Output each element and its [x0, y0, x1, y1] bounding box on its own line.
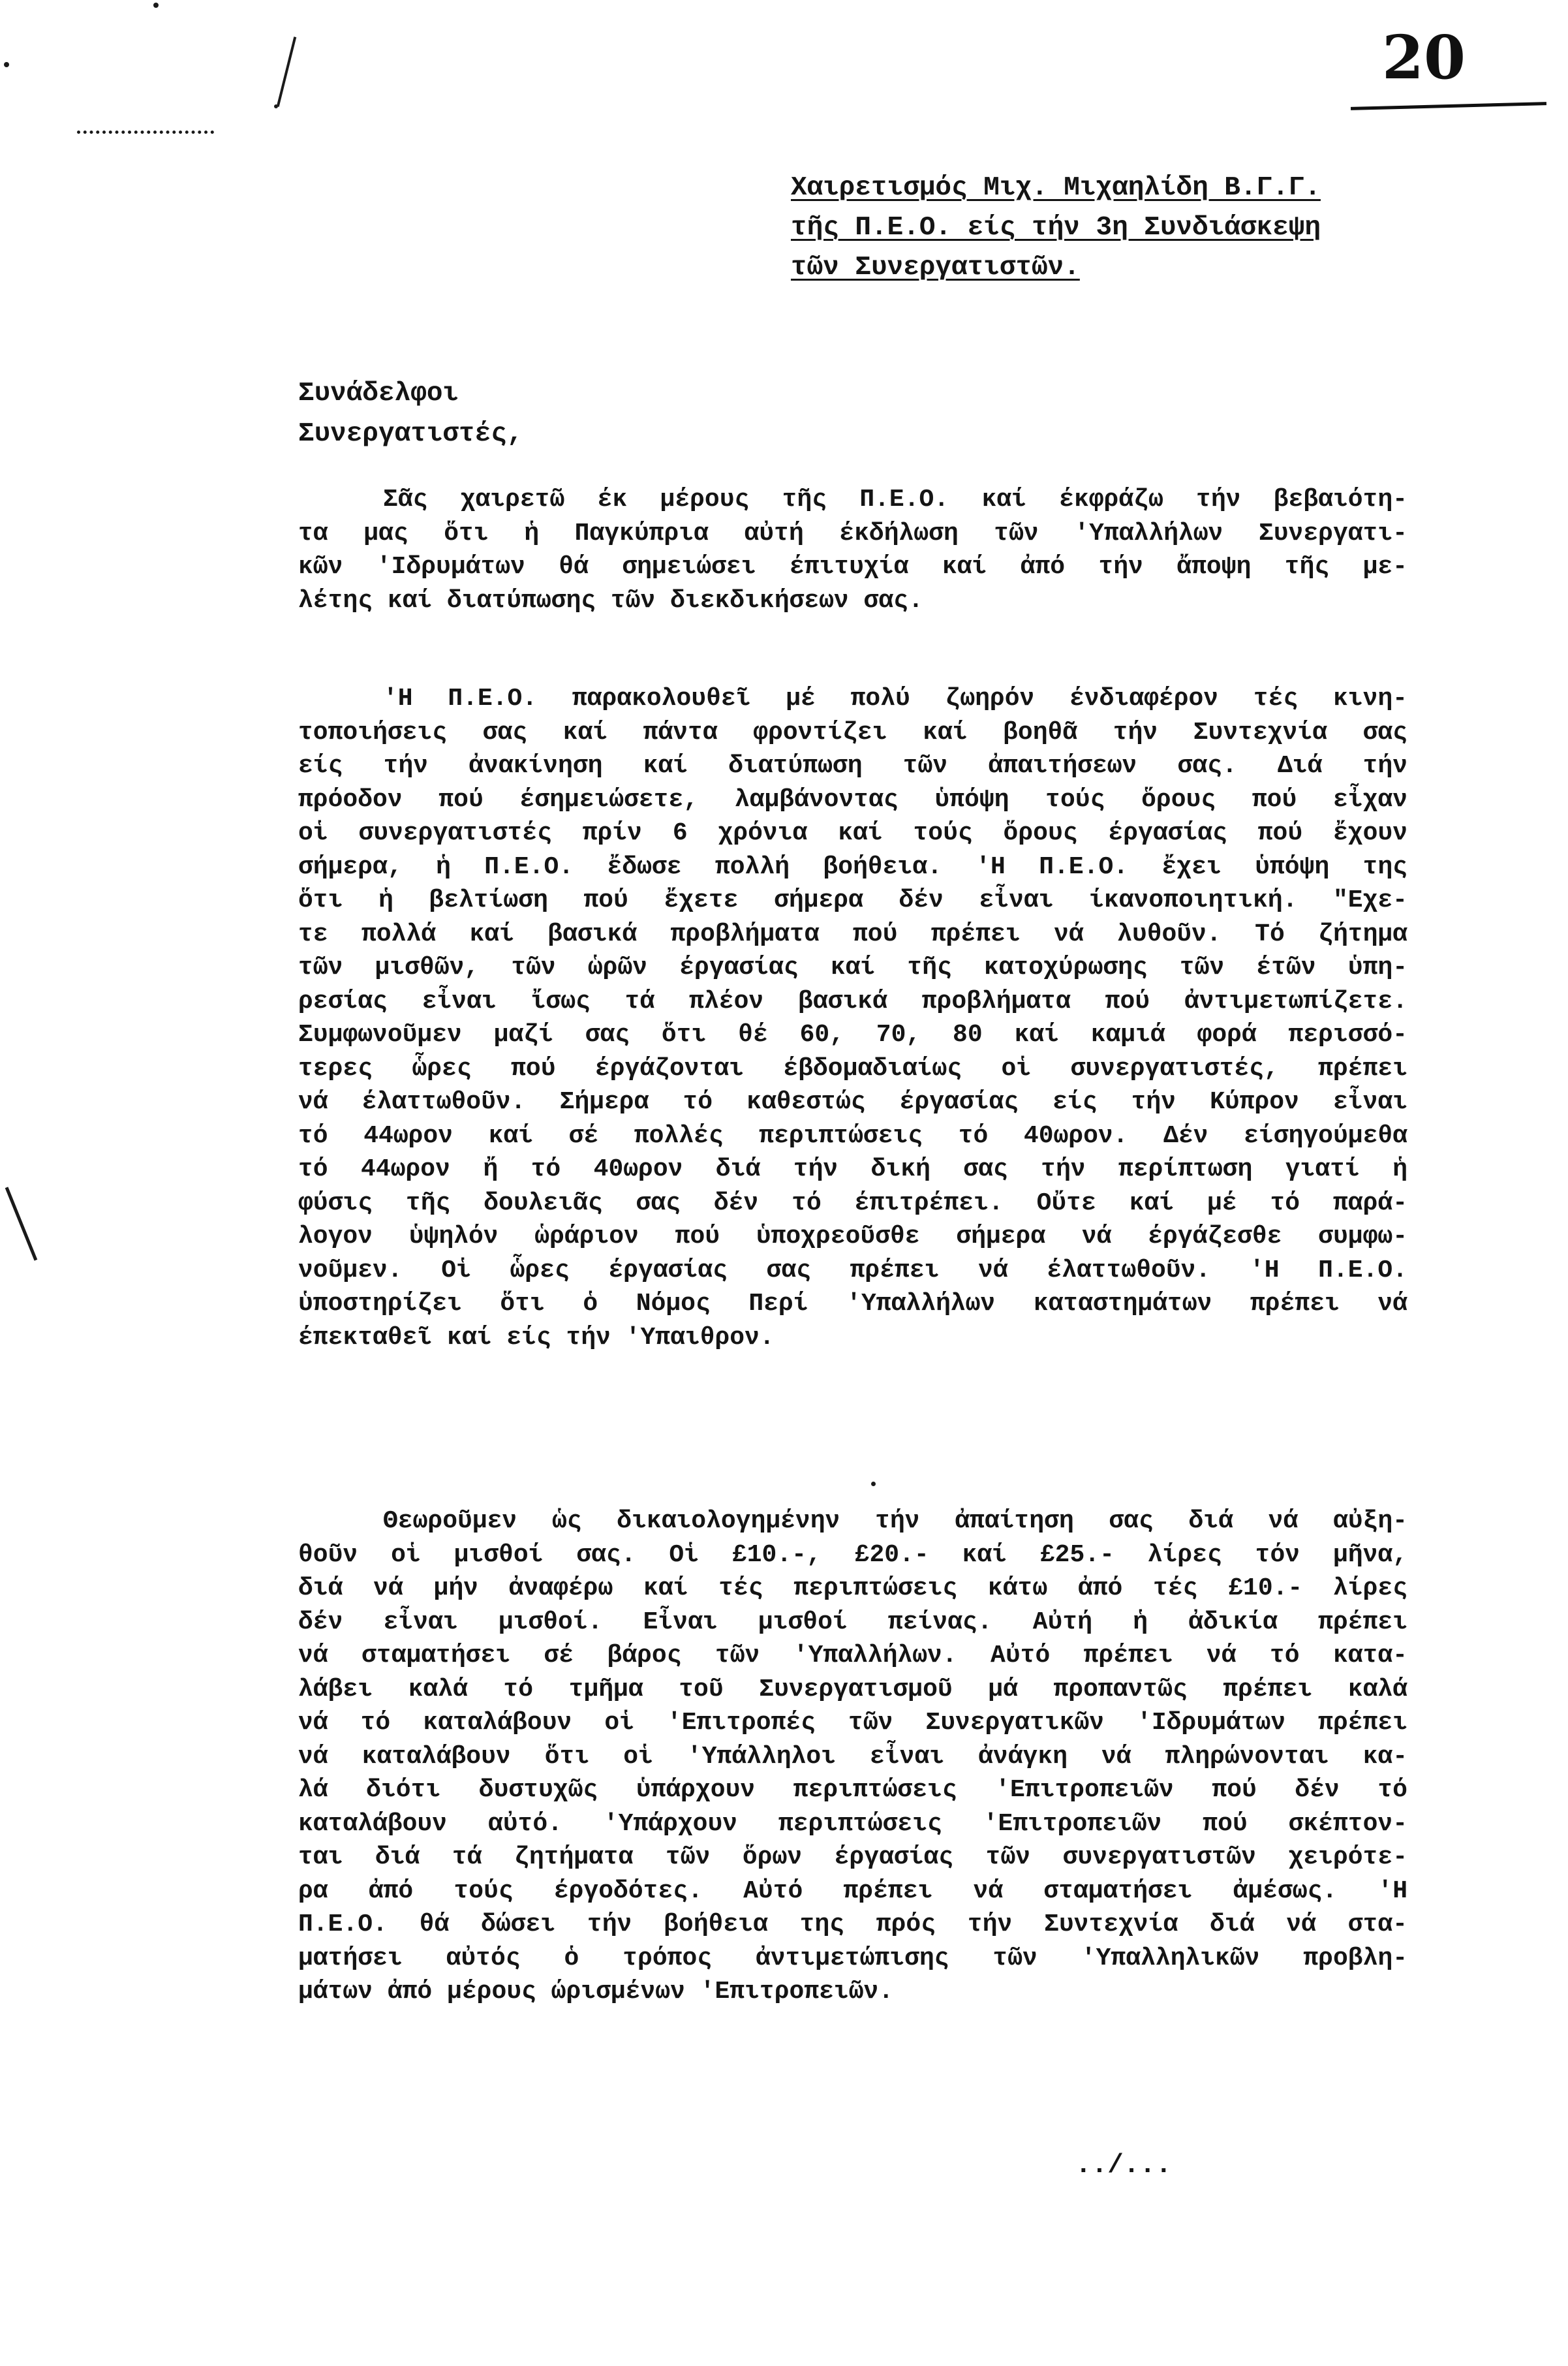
text-line: έπεκταθεῖ καί είς τήν 'Υπαιθρον. [298, 1323, 775, 1352]
text-line: λά διότι δυστυχῶς ὑπάρχουν περιπτώσεις 'Επιτροπειῶν πού δέν τό [298, 1776, 1407, 1804]
scan-speck [153, 3, 159, 8]
text-line: τό 44ωρον καί σέ πολλές περιπτώσεις τό 40ωρον. Δέν είσηγούμεθα [298, 1121, 1407, 1150]
text-line: διά νά μήν ἀναφέρω καί τές περιπτώσεις κάτω ἀπό τές £10.- λίρες [298, 1574, 1407, 1602]
scan-mark [277, 37, 296, 107]
text-line: τε πολλά καί βασικά προβλήματα πού πρέπει νά λυθοῦν. Τό ζήτημα [298, 920, 1407, 948]
salutation-line: Συνάδελφοι [298, 379, 459, 409]
text-line: νά καταλάβουν ὅτι οἱ 'Υπάλληλοι εἶναι ἀνάγκη νά πληρώνονται κα- [298, 1742, 1407, 1771]
text-line: θοῦν οἱ μισθοί σας. Οἱ £10.-, £20.- καί £25.- λίρες τόν μῆνα, [298, 1540, 1407, 1569]
text-line: νά έλαττωθοῦν. Σήμερα τό καθεστώς έργασίας είς τήν Κύπρον εἶναι [298, 1088, 1407, 1116]
heading-line: τῶν Συνεργατιστῶν. [791, 253, 1080, 283]
text-line: νοῦμεν. Οἱ ὧρες έργασίας σας πρέπει νά έλαττωθοῦν. 'Η Π.Ε.Ο. [298, 1256, 1407, 1284]
page-number: 20 [1382, 22, 1466, 93]
scan-speck [871, 1482, 876, 1486]
text-line: τῶν μισθῶν, τῶν ὡρῶν έργασίας καί τῆς κατοχύρωσης τῶν έτῶν ὑπη- [298, 954, 1407, 982]
text-line: λέτης καί διατύπωσης τῶν διεκδικήσεων σας. [298, 586, 923, 615]
text-line: ὑποστηρίζει ὅτι ὁ Νόμος Περί 'Υπαλλήλων καταστημάτων πρέπει νά [298, 1290, 1407, 1318]
text-line: 'Η Π.Ε.Ο. παρακολουθεῖ μέ πολύ ζωηρόν ένδιαφέρον τές κινη- [383, 685, 1407, 713]
paragraph [298, 1504, 1434, 2009]
text-line: κῶν 'Ιδρυμάτων θά σημειώσει έπιτυχία καί ἀπό τήν ἄποψη τῆς με- [298, 553, 1407, 581]
document-heading [791, 168, 1443, 288]
text-line: νά τό καταλάβουν οἱ 'Επιτροπές τῶν Συνεργατικῶν 'Ιδρυμάτων πρέπει [298, 1709, 1407, 1737]
text-line: μάτων ἀπό μέρους ώρισμένων 'Επιτροπειῶν. [298, 1978, 894, 2006]
text-line: είς τήν ἀνακίνηση καί διατύπωση τῶν ἀπαιτήσεων σας. Διά τήν [298, 752, 1407, 780]
heading-line: τῆς Π.Ε.Ο. είς τήν 3η Συνδιάσκεψη [791, 213, 1321, 243]
text-line: τα μας ὅτι ἡ Παγκύπρια αὐτή έκδήλωση τῶν 'Υπαλλήλων Συνεργατι- [298, 519, 1407, 548]
scan-mark [5, 1187, 38, 1260]
text-line: σήμερα, ἡ Π.Ε.Ο. ἔδωσε πολλή βοήθεια. 'Η Π.Ε.Ο. ἔχει ὑπόψη της [298, 852, 1407, 881]
text-line: φύσις τῆς δουλειᾶς σας δέν τό έπιτρέπει. Οὔτε καί μέ τό παρά- [298, 1189, 1407, 1217]
text-line: πρόοδον πού έσημειώσετε, λαμβάνοντας ὑπόψη τούς ὅρους πού εἶχαν [298, 785, 1407, 814]
text-line: λογον ὑψηλόν ὡράριον πού ὑποχρεοῦσθε σήμερα νά έργάζεσθε συμφω- [298, 1222, 1407, 1251]
text-line: τερες ὧρες πού έργάζονται έβδομαδιαίως οἱ συνεργατιστές, πρέπει [298, 1054, 1407, 1083]
text-line: τοποιήσεις σας καί πάντα φροντίζει καί βοηθᾶ τήν Συντεχνία σας [298, 718, 1407, 747]
text-line: ρεσίας εἶναι ἴσως τά πλέον βασικά προβλήματα πού ἀντιμετωπίζετε. [298, 987, 1407, 1016]
page-number-underline [1351, 102, 1546, 110]
text-line: δέν εἶναι μισθοί. Εἶναι μισθοί πείνας. Αὐτή ἡ ἀδικία πρέπει [298, 1608, 1407, 1636]
continuation-mark: ../... [1075, 2151, 1172, 2181]
salutation [298, 373, 523, 454]
text-line: λάβει καλά τό τμῆμα τοῦ Συνεργατισμοῦ μά προπαντῶς πρέπει καλά [298, 1675, 1407, 1704]
text-line: ται διά τά ζητήματα τῶν ὅρων έργασίας τῶν συνεργατιστῶν χειρότε- [298, 1843, 1407, 1871]
scan-mark [77, 131, 214, 142]
heading-line: Χαιρετισμός Μιχ. Μιχαηλίδη Β.Γ.Γ. [791, 173, 1321, 203]
text-line: οἱ συνεργατιστές πρίν 6 χρόνια καί τούς ὅρους έργασίας πού ἔχουν [298, 819, 1407, 847]
paragraph [298, 682, 1434, 1354]
text-line: καταλάβουν αὐτό. 'Υπάρχουν περιπτώσεις 'Επιτροπειῶν πού σκέπτον- [298, 1809, 1407, 1838]
text-line: Συμφωνοῦμεν μαζί σας ὅτι θέ 60, 70, 80 καί καμιά φορά περισσό- [298, 1021, 1407, 1049]
text-line: νά σταματήσει σέ βάρος τῶν 'Υπαλλήλων. Αὐτό πρέπει νά τό κατα- [298, 1642, 1407, 1670]
text-line: ρα ἀπό τούς έργοδότες. Αὐτό πρέπει νά σταματήσει ἀμέσως. 'Η [298, 1876, 1407, 1905]
text-line: Σᾶς χαιρετῶ έκ μέρους τῆς Π.Ε.Ο. καί έκφράζω τήν βεβαιότη- [383, 486, 1407, 514]
salutation-line: Συνεργατιστές, [298, 419, 523, 449]
text-line: ὅτι ἡ βελτίωση πού ἔχετε σήμερα δέν εἶναι ίκανοποιητική. "Εχε- [298, 886, 1407, 914]
text-line: Π.Ε.Ο. θά δώσει τήν βοήθεια της πρός τήν Συντεχνία διά νά στα- [298, 1910, 1407, 1938]
paragraph [298, 483, 1434, 617]
scan-speck [4, 62, 9, 67]
text-line: τό 44ωρον ἤ τό 40ωρον διά τήν δική σας τήν περίπτωση γιατί ἡ [298, 1155, 1407, 1183]
text-line: ματήσει αὐτός ὁ τρόπος ἀντιμετώπισης τῶν 'Υπαλληλικῶν προβλη- [298, 1944, 1407, 1972]
scan-speck [274, 104, 278, 108]
text-line: Θεωροῦμεν ὡς δικαιολογημένην τήν ἀπαίτηση σας διά νά αὐξη- [383, 1507, 1407, 1535]
